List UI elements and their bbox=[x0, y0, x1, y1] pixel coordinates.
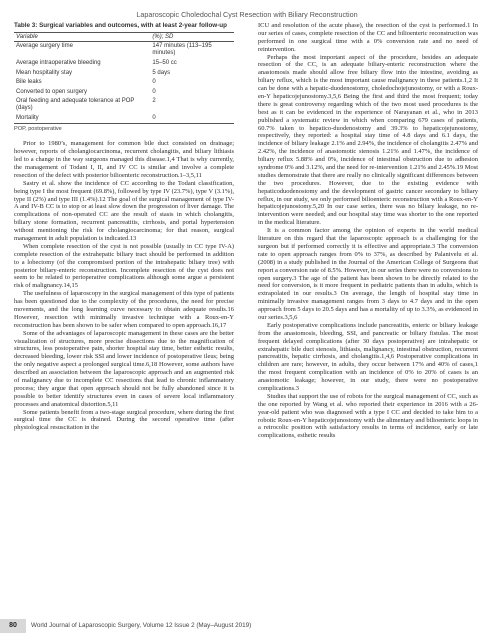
row-value: 0 bbox=[150, 114, 234, 124]
left-column bbox=[14, 22, 234, 432]
body-paragraph: When complete resection of the cyst is not possible (usually in CC type IV-A) complete resection of the extrahepatic biliary tract should be performed in addition to a lobectomy (of the compromised portion of the intrahepatic biliary tree) with posterior biliary-enteric reconstruction. Incomplete resection of the cyst does not seem to be related to perioperative complications although some argue a persistent risk of malignancy.14,15 bbox=[14, 242, 234, 290]
page-footer bbox=[0, 619, 494, 633]
row-label: Mortality bbox=[14, 114, 150, 124]
journal-citation: World Journal of Laparoscopic Surgery, Volume 12 Issue 2 (May–August 2019) bbox=[31, 622, 252, 629]
row-label: Oral feeding and adequate tolerance at POP (days) bbox=[16, 98, 135, 112]
row-value: 15–50 cc bbox=[152, 59, 177, 66]
table-row bbox=[14, 87, 234, 97]
table-row bbox=[14, 78, 234, 88]
body-paragraph: Some of the advantages of laparoscopic management in these cases are the better visualization of structures, more precise dissections due to the magnification of structures, less postoperative pain, shorter hospital stay time, better esthetic results, decreased bleeding, lower risk SSI and lower incidence of postoperative ileus; being the only negative aspect a prolonged surgical time.6,18 However, some authors have described an association between the laparoscopic approach and an augmented risk of malignancy due to incomplete CC resections that lead to chronic inflammatory process; they argue that open approach should not be fully abandoned since it is possible to better identify structures even in cases of severe local inflammatory processes and anatomical distortion.5,11 bbox=[14, 329, 234, 408]
row-label: Average surgery time bbox=[16, 43, 73, 50]
body-paragraph: Early postoperative complications include pancreatitis, enteric or biliary leakage from the anastomosis, bleeding, SSI, and pancreatic or biliary fistulas. The most frequent delayed complications (after 30 days postoperative) are intrahepatic or extrahepatic bile duct stenosis, lithiasis, malignancy, intestinal obstruction, recurrent pancreatitis, hepatic cirrhosis, and cholangitis.1,4,6 Postoperative complications in children are rare; however, in adults, they occur between 17% and 40% of cases,1 the most frequent complication with an incidence of 0% to 20% of cases is an anastomotic leakage; however, in our study, there were no postoperative complications.3 bbox=[258, 321, 478, 392]
body-paragraph: ICU and resolution of the acute phase), the resection of the cyst is performed.1 In our series of cases, complete resection of the CC and bilioenteric reconstruction was performed in one surgical time with a 0% conversion rate and no need of reintervention. bbox=[258, 22, 478, 53]
row-value: 2 bbox=[152, 98, 156, 105]
right-column bbox=[258, 22, 478, 440]
table-row bbox=[14, 68, 234, 78]
row-value: 5 days bbox=[152, 69, 171, 76]
body-paragraph: Studies that support the use of robots for the surgical management of CC, such as the one reported by Wang et al. who reported their experience in 2016 with a 26-year-old patient who was diagnosed with a type I CC and decided to take him to a robotic Roux-en-Y hepaticojejunostomy with the alimentary and bilioenteric loops in a retrocolic position with satisfactory results in terms of incidence, early or late complications, esthetic results bbox=[258, 392, 478, 440]
body-paragraph: It is a common factor among the opinion of experts in the world medical literature on this regard that the laparoscopic approach is a challenging for the surgeon but if performed correctly it is effective and appropriate.3 The conversion rate to open approach ranges from 0% to 37%, as described by Palanivelu et al. (2008) in a study published in the Journal of the American College of Surgeons that report a conversion rate of 8.5%. However, in our series there were no conversions to open surgery.3 The age of the patient has been shown to be directly related to the need for conversion, is it more frequent in pediatric patients than in adults, which is extrapolated in our results.3 On average, the length of hospital stay time in minimally invasive management ranges from 3 days to 4.7 days and in the open approach from 5 days to 20.5 days and has a mortality of up to 3.3%, as evidenced in our series.3,5,6 bbox=[258, 227, 478, 321]
row-value: 0 bbox=[152, 79, 156, 86]
body-paragraph: Prior to 1980’s, management for common bile duct consisted on drainage; however, reports of cholangiocarcinoma, recurrent cholangitis, and biliary lithiasis led to a change in the way surgeons managed this disease.1,4 That is why currently, the management of Todani I, II, and IV CC is similar and involve a complete resection of the defect with posterior bilioenteric reconstruction.1–3,5,11 bbox=[14, 140, 234, 179]
table-footnote: POP, postoperative bbox=[14, 126, 62, 133]
outcomes-table bbox=[14, 32, 234, 124]
running-title: Laparoscopic Choledochal Cyst Resection with Biliary Reconstruction bbox=[136, 10, 358, 19]
body-paragraph: Perhaps the most important aspect of the procedure, besides an adequate resection of the CC, is an adequate biliary-enteric reconstruction where the anastomosis made should allow free biliary flow into the intestine, avoiding as biliary reflux, which is the most important cause malignancy in these patients.1,2 It can be done with a hepatic-duodenostomy, choledochojejunostomy, or with a Roux-en-Y hepaticojejunostomy.3,5,6 Being the first and third the most frequent; today there is great controversy regarding which of the two most used procedures is the best as it can be evidenced in the experience of Narayanan et al., who in 2013 published a systematic review in which when comparing 679 cases of patients, 60.7% taken to hepatico-duodenostomy and 39.3% to hepaticojejunostomy, respectively, they reported: a hospital stay time of 4.8 days and 6.1 days, the incidence of biliary leakage 2.1% and 2.94%, the incidence of cholangitis 2.47% and 2.42%, the incidence of anastomotic stenosis 1.21% and 1.47%, the incidence of biliary reflux 5.88% and 0%, incidence of intestinal obstruction due to adhesion syndrome 0% and 3.12%, and the need for re-intervention 1.21% and 2.45%.19 Most studies demonstrate that there are really no clinically significant differences between the two procedures. However, due to the existing evidence with hepaticoduodenostomy and the development of gastric cancer secondary to biliary reflux, in our study, we only performed bilioenteric reconstruction with a Roux-en-Y hepaticojejunostomy.5,20 In our case series, there was no biliary leakage, no re-intervention were needed; and our hospital stay time was shorter to the one reported in the medical literature. bbox=[258, 53, 478, 227]
col-header-value: (%); SD bbox=[150, 33, 234, 42]
row-value: 147 minutes (113–195 minutes) bbox=[152, 43, 212, 57]
table-row bbox=[14, 114, 234, 124]
row-label: Mean hospitality stay bbox=[16, 69, 73, 76]
table-row bbox=[14, 42, 234, 59]
col-header-variable: Variable bbox=[14, 33, 150, 42]
body-paragraph: Some patients benefit from a two-stage surgical procedure, where during the first surgical time the CC is drained. During the second operative time (after physiological resuscitation in the bbox=[14, 408, 234, 432]
table-caption: Table 3: Surgical variables and outcomes, with at least 2-year follow-up bbox=[14, 22, 227, 29]
row-label: Bile leaks bbox=[16, 79, 42, 86]
page-number: 80 bbox=[0, 619, 26, 633]
body-paragraph: Sastry et al. show the incidence of CC according to the Todani classification, being type I the most frequent (69.8%), followed by type IV (23.7%), type V (3.1%), type II (2%) and type III (1.4%).12 The goal of the surgical management of type IV-A and IV-B CC is to stop or at least slow down the progression of liver damage. The complications of non-operated CC are the result of stasis in which cholangitis, biliary stone formation, recurrent pancreatitis, cirrhosis, and portal hypertension without mentioning the risk for cholangiocarcinoma; for that reason, surgical management in adult population is indicated.13 bbox=[14, 179, 234, 242]
table-header-row bbox=[14, 33, 234, 42]
table-row bbox=[14, 59, 234, 69]
body-paragraph: The usefulness of laparoscopy in the surgical management of this type of patients has been questioned due to the complexity of the procedures, the need for precise movements, and the long learning curve necessary to obtain adequate results.16 However, resection with minimally invasive technique with a Roux-en-Y reconstruction has been shown to be safer when compared to open approach.16,17 bbox=[14, 290, 234, 329]
row-label: Average intraoperative bleeding bbox=[16, 59, 101, 66]
row-value: 0 bbox=[152, 88, 156, 95]
table-row bbox=[14, 97, 234, 114]
row-label: Converted to open surgery bbox=[16, 88, 88, 95]
